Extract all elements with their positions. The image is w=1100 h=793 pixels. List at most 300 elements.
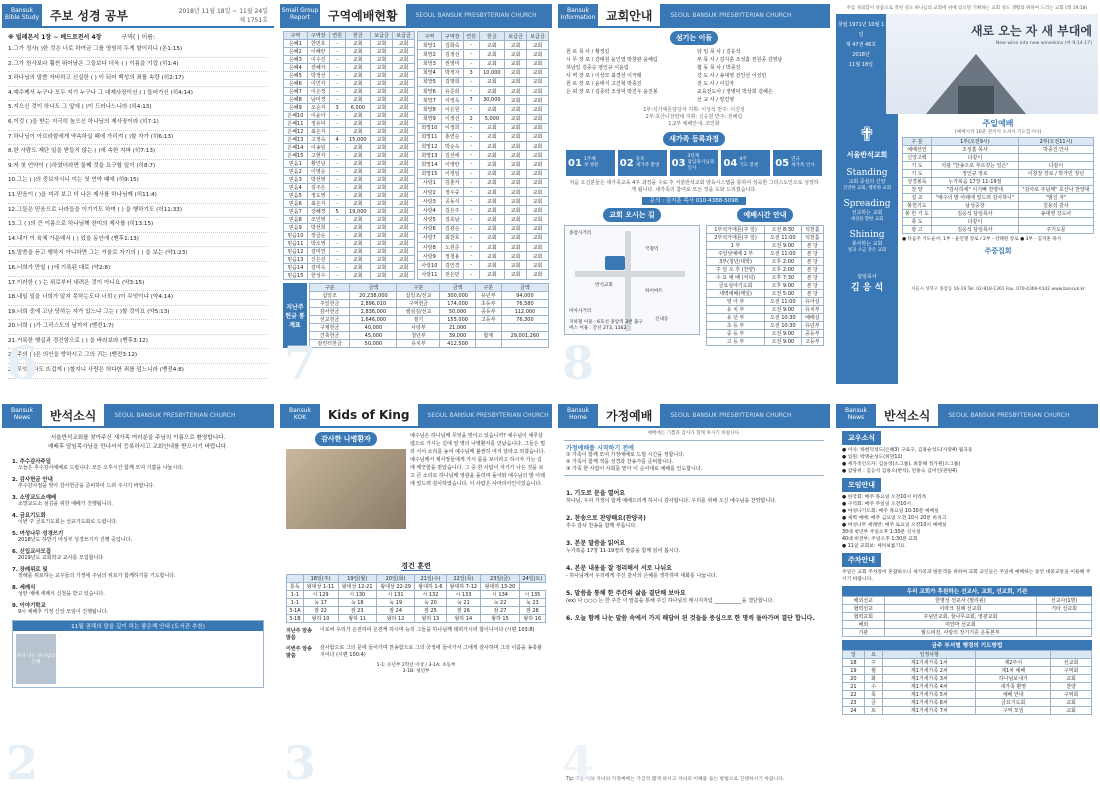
table-cell: - [329,88,345,96]
table-cell: 유년부 [475,292,501,300]
table-cell: 교회 [479,187,505,196]
group-table-left [283,31,415,280]
table-cell: 수 요 예 배 (저녁) [707,274,765,282]
table-cell: - [463,197,479,206]
table-cell: - [463,41,479,50]
support-row [843,613,1092,621]
table-cell: 왕대하 13-20 [481,583,519,591]
registration-step [670,150,719,176]
verse-item: 23.무엇보다도 뜨겁게 ( )할지니 사랑은 허다한 죄를 덮느니라 (벧전4:8) [8,364,268,379]
table-cell: 시 131 [376,591,414,599]
table-cell: 구제헌금 [309,324,349,332]
table-cell: 300,000 [440,292,475,300]
group-row [284,72,415,80]
verse-item: 1.그가 정사( )한 것은 너로 하여금 그를 영원히 두게 함이리니 (몬1:15) [8,43,268,58]
registration-text: 처음 오신분들은 새가족교육 4주 과정을 수료 후 서울반석교회 양육시스템을 통하여 성숙한 그리스도인으로 성장하게 됩니다. 새가족의 참여로 모든 것을 도와 드리겠습니다. [569,180,819,193]
table-cell: 교회 [371,176,393,184]
table-cell: 6,000 [345,104,371,112]
step-label: 기도 봉헌 [739,163,759,168]
verse-item: 6.이것 ( )을 받는 지극히 높으신 하나님의 제사장이라 (히7:1) [8,116,268,131]
table-cell: 교회 [393,120,415,128]
welcome-text [2,428,274,454]
table-cell: 3 [463,68,479,77]
table-cell: 선교사(1명) [1037,597,1092,605]
table-cell: 눅 19 [376,599,414,607]
table-cell: - [463,169,479,178]
column-header: 구분 [397,284,440,292]
table-cell: 감사헌금 [309,308,349,316]
table-cell: 교회 [371,192,393,200]
verse-item: 21.거룩한 행실과 경건함으로 ( ) 을 바라보라 (벧후3:12) [8,335,268,350]
family-step-title: 1. 기도로 문을 열어요 [566,490,626,497]
column-header: 금액 [350,284,397,292]
group-row [284,64,415,72]
howto-item: ② 가족이 함께 적을 성경과 찬송가를 준비합니다. [566,459,674,465]
table-cell: 교회 [345,96,371,104]
table-cell: 전은민 [441,270,463,280]
table-cell: 교회 [371,272,393,280]
table-cell: 교회 [479,242,505,251]
table-cell: 구역회 [1051,667,1092,675]
table-cell: 기타 선교회 [1037,605,1092,613]
table-cell: 김춘자 [441,178,463,187]
table-cell: 눅 18 [338,599,376,607]
welcome-line: 예배후 담임목사님을 만나셔서 등록하시고 교회안내를 받으시기 바랍니다. [48,444,228,450]
table-cell: 한민호 [307,40,329,48]
table-cell: 수 [864,683,882,691]
table-cell: 교회 [393,40,415,48]
table-cell: 석천홀 [801,234,823,242]
table-cell: 1부석가에몬(주 일) [707,226,765,234]
book-box: 11월 권해의 말을 깊이 하는 좋은책 안내 (도서관 추천) 우리 나는 하나님의 은혜 . [12,620,264,688]
table-cell: 50,000 [350,340,397,348]
service-row [903,202,1094,210]
table-cell: 교회 [345,48,371,56]
group-row [418,252,549,261]
step-number: 04 [723,157,738,169]
table-cell: - [329,192,345,200]
table-cell: 교회 [393,80,415,88]
table-cell: 교회 [527,105,549,114]
group-row [418,178,549,187]
table-cell: 축 도 [903,218,932,226]
parking-title: 주차안내 [842,553,881,567]
offering-row [309,332,548,340]
table-cell: 교회 [527,59,549,68]
table-cell: 교회 [527,261,549,270]
verse-item: 9.저 첫 언약이 ( )하였더라면 둘째 것을 요구할 일이 (히8:7) [8,160,268,175]
table-cell: 교회 [505,197,527,206]
table-cell: 기관 [843,629,885,637]
worship-row [707,250,824,258]
staff-line: 강 도 사 / 송대영 전인선 이성민 [697,73,767,79]
family-step-title: 6. 오늘 함께 나눈 말씀 속에서 가지 해답어 된 것들을 중심으로 한 명씩 돌아가며 결단 합니다. [566,615,815,622]
parking-text: 주일은 교회 주차장이 혼잡하오니 새가족과 방문객을 위하여 교회 교인들은 주일에 예배하는 동안 대중교통을 이용해 주시기 바랍니다. [842,570,1091,582]
table-cell: 금요심야기도회 [707,282,765,290]
reading-plan-table [286,574,546,623]
table-cell: 제1기새가족 1차 [883,659,976,667]
step-label: 첫 방문 [583,163,599,168]
small-group-header [280,4,552,28]
memory-label-this: 이번주 암송말씀 [286,646,312,659]
table-cell: 1-1 [287,591,304,599]
table-cell: 155,000 [440,316,475,324]
table-cell: 한성수 [307,272,329,280]
map-label: 미아사거리 [569,309,592,314]
table-cell: 본 당 [801,290,823,298]
staff-line: 협 동 목 사 / 박종진 [697,65,741,71]
howto-box [564,440,824,476]
table-cell: 1-1 [287,599,304,607]
table-cell: - [329,144,345,152]
service-row [903,178,1094,186]
table-cell: 최은자 [307,200,329,208]
map-title: 교회 오시는 길 [603,208,660,222]
news-item-desc: 이번 주 금요기도회는 선교기도회로 드립니다. [18,519,118,525]
news-item-title: 9. 이야기학교 [12,603,46,609]
table-cell: 토 [864,707,882,715]
staff-line: 허남일 김종승 염인규 이윤림 [566,65,629,71]
table-cell: 교회 [371,248,393,256]
table-cell: 이영순 [307,168,329,176]
verse-item: 16.너희가 만일 ( )에 기록된 대로 (약2:8) [8,262,268,277]
table-cell: 교회 [527,206,549,215]
table-cell: 왕하 13 [415,615,446,623]
table-cell: 오후 2:00 [765,266,802,274]
verse-item: 3.하나님의 말씀 자비하고 신실한 ( ) 이 되어 백성의 죄를 속량 (히2:17) [8,72,268,87]
table-cell: 믿음10 [284,232,308,240]
column-header: 일정사항 [883,651,976,659]
page-number: 3 [284,736,317,790]
table-cell: 오후 7:30 [765,274,802,282]
table-cell: 희망4 [418,68,442,77]
table-cell: 구역헌금 [397,300,440,308]
dept-prayer-table [842,650,1092,715]
table-cell: 이은정 [307,88,329,96]
table-cell: 교회 [345,88,371,96]
page-number: 8 [562,336,595,390]
group-row [284,152,415,160]
table-cell: 94,000 [501,292,548,300]
table-cell: 절기 [397,316,440,324]
table-cell: 교회 [345,200,371,208]
table-cell: 본 당 [801,258,823,266]
table-cell: 정인규 장로 [931,170,1018,178]
section-tag: Bansuk News [2,404,42,426]
table-cell: 교회 [393,272,415,280]
page-title: 반석소식 [50,408,97,423]
table-cell: - [463,151,479,160]
section-tag: Bansuk News [836,404,876,426]
news-header-right [836,404,1098,428]
table-cell: 교회 [505,178,527,187]
table-cell: 오후 9:00 [765,282,802,290]
table-cell: - [463,142,479,151]
table-cell: 교회 [527,187,549,196]
table-cell: 김인경 [441,261,463,270]
reader-name-label: 구역( ) 이름: [121,34,156,41]
table-cell: 믿음3 [284,176,308,184]
plan-row [287,591,546,599]
table-cell: 이인자 [307,80,329,88]
table-cell: 오전 9:00 [765,242,802,250]
news-item-desc: 소망교도소 섬김을 위한 예배가 진행됩니다. [18,501,113,507]
table-cell: 희망1 [418,41,442,50]
memory-verse-last: 이로써 우리가 온전하여 온전케 하시며 능히 그들을 하나님께 데려가시려 함이니이다 (시편 103:8) [320,627,535,633]
table-cell [501,324,548,332]
news-item-desc: 오늘은 추수감사예배로 드립니다. 모든 오후시간 함께 모여 기쁨을 나눕시다. [18,465,184,471]
book-title: 11월 권해의 말을 깊이 하는 좋은책 안내 (도서관 추천) [13,621,263,631]
step-label: 담임목사님과 인사 [687,160,715,171]
table-cell: 교회 [393,136,415,144]
bus-note: 지하철 이용 : 6호선 종암역 3번 출구 [569,320,643,325]
meeting-line: ● 11일 교회보: 세미보를기요 [842,544,905,549]
table-cell: 선교헌금 [309,316,349,324]
support-row [843,629,1092,637]
table-cell: 교회 [345,224,371,232]
table-cell: 교회 [371,72,393,80]
table-cell: 2,896,010 [350,300,397,308]
group-row [284,248,415,256]
meeting-line: 30대 청년부 주일오후 1:30분 신사실 [842,530,921,535]
column-header: 구역 [284,32,308,40]
table-cell: 교회 [345,232,371,240]
issue-line: 2018년 [852,52,870,58]
group-row [418,242,549,251]
choir-notes [558,107,830,128]
news-item-title: 7. 장례위로 및 [12,567,48,573]
story-title: 감사한 나병환자 [315,432,377,446]
table-cell: 교회 [371,112,393,120]
church-band: SEOUL BANSUK PRESBYTERIAN CHURCH [660,404,830,426]
family-step-title: 4. 본문 내용을 잘 정리해서 서로 나눠요 [566,565,672,572]
verse-item: 20.너희 ( )가 그리스도의 날까지 (벧전1:7) [8,320,268,335]
table-cell: 교회 [371,40,393,48]
table-cell: 교회 [393,64,415,72]
table-cell: 교회 [505,215,527,224]
cover-top-note: 주를 경외함이 성품으로 적힌 성도 하나님의 교회에 위에 있으면 기뻐하는 교회 성도 생활의 위하여 드리는 교회 (레 19:18) [846,6,1088,11]
column-header: 18일(주) [303,575,338,583]
step-label: 새가족 인사 [791,163,815,168]
bible-study-header [2,4,274,28]
group-row [418,215,549,224]
service-note: ● 다음주 기도순서: 1부 - 윤인열 장로 / 2부 - 강태원 장로 ● 3부 - 김지훈 목사 [902,237,1062,242]
table-cell: 김효남 [441,215,463,224]
table-cell: 교회 [371,56,393,64]
table-cell: 교회 [527,224,549,233]
group-row [284,256,415,264]
table-cell: 교회 [479,169,505,178]
table-cell: 교회 [345,120,371,128]
worship-row [707,266,824,274]
news-item-desc: 성탄 예배 세례식 신청을 받고 있습니다. [18,591,105,597]
table-cell: 교회 [345,176,371,184]
table-cell: 교회 [505,160,527,169]
table-cell: 76,300 [501,316,548,324]
family-header [558,404,830,428]
keyword-block [836,199,898,222]
service-row [903,162,1094,170]
table-cell: 왕대상 12-21 [338,583,376,591]
staff-line: 은 퇴 장 로 / 김종락 조성덕 박진우 윤진봉 [566,89,658,95]
table-cell: 잠 26 [446,607,481,615]
step-week: 1주째 [583,157,596,162]
table-cell: 교회 [393,256,415,264]
table-cell: 오전 8:30 [765,226,802,234]
column-header: 헌금 [479,32,505,41]
group-row [284,40,415,48]
table-cell: 교회 [505,132,527,141]
group-row [284,128,415,136]
table-cell: 황인남 [307,160,329,168]
theme-banner: 새로 오는 자 새 부대에 [970,24,1092,38]
table-cell: 교회 [393,104,415,112]
offering-summary-label: 지난주 헌금 통계표 [283,283,307,348]
group-row [418,187,549,196]
table-cell: 45,000 [350,332,397,340]
verse-item: 2.그가 천사보다 훨씬 뛰어남은 그들보다 더욱 ( ) 이름을 기업 (히1:4) [8,58,268,73]
verse-item: 14.내가 이 육체 가운데서 ( ) 있을 동안에 (벧후1:13) [8,233,268,248]
table-cell: 교회 [345,64,371,72]
table-cell [1018,154,1093,162]
table-cell: - [463,105,479,114]
worship-row [707,306,824,314]
table-cell: 시 134 [481,591,519,599]
registration-steps [558,146,830,180]
kids-page [280,404,552,790]
offering-summary-table [309,283,549,348]
service-row [903,170,1094,178]
table-cell: 오순자 [307,104,329,112]
column-header: 구역장 [307,32,329,40]
table-cell: 교회 [527,160,549,169]
registration-step [618,150,667,176]
table-cell: 주일헌금 [309,300,349,308]
table-cell: 사랑9 [418,252,442,261]
page-number: 2 [6,736,39,790]
table-cell: 교회 [371,160,393,168]
table-cell: 이수진 [307,56,329,64]
worship-row [707,314,824,322]
table-cell: 교회 [393,168,415,176]
verse-item: 5.지으신 것이 하나도 그 앞에 ( )이 드러나느니라 (히4:13) [8,101,268,116]
table-cell: 사랑8 [418,242,442,251]
column-header: 요 [864,651,882,659]
verse-item: 4.예수께서 누구나 모두 지기 누구나 그 대제사장이신 ( ) 들어가신 (히4:14) [8,87,268,102]
table-cell: 은혜1 [284,40,308,48]
table-cell: 오전 11:00 [765,234,802,242]
table-cell: 29,001,260 [501,332,548,340]
table-cell: 이혜란 [307,48,329,56]
table-cell: - [329,200,345,208]
member-news-line: ● 입원: 박명순성도(희망11) [842,455,903,460]
table-cell: 은혜15 [284,152,308,160]
table-cell: 5,000 [479,114,505,123]
table-cell: 교회 [479,50,505,59]
table-cell: 교회 [479,178,505,187]
table-cell: 교회 [393,184,415,192]
dept-row [843,691,1092,699]
table-cell: 은혜12 [284,128,308,136]
table-cell: 사랑1 [418,178,442,187]
verse-item: 10.그는 ( )의 중보자시니 이는 첫 언약 때에 (히9:15) [8,174,268,189]
table-cell: 교회 [371,152,393,160]
table-cell: 교회 [393,208,415,216]
table-cell: 18 [843,659,865,667]
table-cell: 주일낮예배 2 부 [707,250,765,258]
table-cell: 교회 [1051,707,1092,715]
table-cell: - [463,178,479,187]
table-cell: - [463,123,479,132]
table-cell: 제1기새가족 5차 [883,691,976,699]
table-cell: 교회 [479,132,505,141]
table-cell: 정철용 [441,252,463,261]
table-cell: 사랑2 [418,187,442,196]
worship-row [707,322,824,330]
table-cell: 24 [843,707,865,715]
table-cell: 신앙고백 [903,154,932,162]
table-cell: 눅 22 [481,599,519,607]
table-cell: 잠 28 [519,607,545,615]
church-info-header [558,4,830,28]
table-cell: 희망12 [418,142,442,151]
table-cell: 김미옥 [307,264,329,272]
worship-row [707,282,824,290]
cover-page [836,4,1098,390]
group-row [284,168,415,176]
cross-icon: ✟ [858,122,876,146]
staff-line: 부 목 사 / 김지훈 조성흠 천원종 김영남 [697,57,783,63]
plan-row [287,599,546,607]
column-header: 연원 [463,32,479,41]
table-cell: 15,000 [345,136,371,144]
service-subtitle: [예배시작 10분 전까지 오셔서 기도합시다] [954,130,1042,135]
section-tag: Small Group Report [280,4,320,26]
support-title: 우리 교회가 후원하는 선교사, 교회, 선교회, 기관 [842,586,1092,596]
table-cell: 교회 [345,216,371,224]
table-cell: 김응석 담임목사 [931,210,1018,218]
news-item-desc: 2018년도 하반기 여성부 성경쓰기가 진행 중입니다. [18,537,133,543]
table-header-row [287,575,546,583]
table-cell: 초등부 [475,300,501,308]
table-cell: 교회 [479,224,505,233]
news-item-title: 8. 세례식 [12,585,36,591]
column-header [976,651,1051,659]
group-row [418,206,549,215]
keyword-block [836,168,898,191]
table-cell: 50,000 [440,308,475,316]
table-cell: 교회 [345,72,371,80]
table-cell: 청년부 [397,332,440,340]
news-page-left [2,404,274,790]
group-row [284,120,415,128]
worship-row [707,290,824,298]
book-cover-image [16,634,56,684]
table-cell: 김선애 [441,151,463,160]
column-header: 22일(목) [446,575,481,583]
family-step-title: 5. 말씀을 통해 한 주간의 삶을 결단해 보아요 [566,590,686,597]
table-cell: 교회 [479,215,505,224]
table-cell: 희망9 [418,114,442,123]
table-cell: 20,238,000 [350,292,397,300]
table-cell: 희망5 [418,77,442,86]
table-cell: - [329,72,345,80]
table-cell: 본 당 [801,266,823,274]
church-name: 서울반석교회 [846,151,888,159]
table-cell: 사랑11 [418,270,442,280]
table-cell: 잠 27 [481,607,519,615]
issue-line: 11월 18일 [849,62,873,68]
